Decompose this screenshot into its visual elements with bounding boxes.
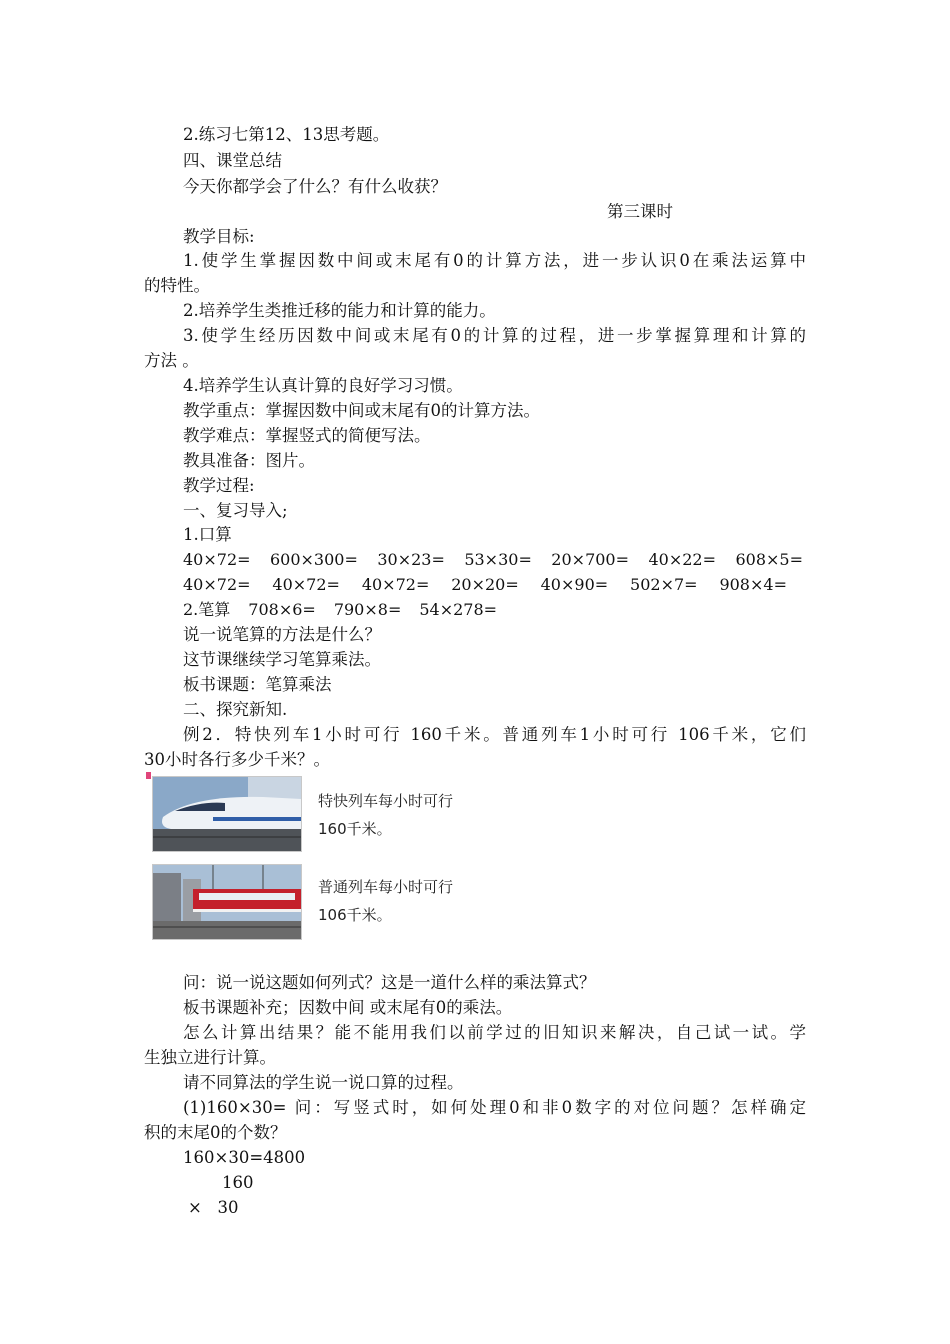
vertical-calc-multiplier: × 30 [188, 1198, 239, 1217]
text-line: 2.培养学生类推迁移的能力和计算的能力。 [183, 301, 496, 320]
text-line: 板书课题补充；因数中间 或末尾有0的乘法。 [183, 998, 513, 1017]
text-line: 2.练习七第12、13思考题。 [183, 125, 390, 144]
text-line: 积的末尾0的个数？ [144, 1123, 287, 1142]
text-line: 这节课继续学习笔算乘法。 [183, 650, 381, 669]
equation-line: 160×30=4800 [183, 1148, 306, 1167]
oral-item: 608×5= [735, 550, 803, 569]
oral-item: 40×72= [183, 575, 251, 594]
oral-calc-row-1 [183, 549, 803, 571]
written-item: 790×8= [333, 600, 402, 619]
oral-item: 40×72= [272, 575, 340, 594]
section-heading: 四、课堂总结 [183, 151, 282, 170]
oral-item: 40×72= [361, 575, 430, 594]
written-label: 2.笔算 [183, 600, 231, 619]
regular-train-photo [152, 864, 302, 940]
written-item: 54×278= [419, 600, 498, 619]
oral-item: 502×7= [630, 575, 698, 594]
vertical-calc-top: 160 [222, 1173, 254, 1192]
section-heading: 教学过程: [183, 476, 255, 495]
text-line: 1.口算 [183, 525, 232, 544]
figure-marker [146, 772, 151, 779]
text-line: 4.培养学生认真计算的良好学习习惯。 [183, 376, 463, 395]
oral-calc-row-2 [183, 574, 787, 596]
train-figure [146, 772, 506, 944]
caption-regular-line1: 普通列车每小时可行 [318, 878, 454, 896]
oral-item: 600×300= [269, 550, 358, 569]
text-line: 教具准备：图片。 [183, 451, 315, 470]
section-heading: 教学目标: [183, 227, 255, 246]
express-train-photo [152, 776, 302, 852]
text-line: 方法 。 [144, 351, 199, 370]
text-line: 请不同算法的学生说一说口算的过程。 [183, 1073, 464, 1092]
text-line: 说一说笔算的方法是什么？ [183, 625, 381, 644]
example-text: 例2．特快列车1小时可行 160千米。普通列车1小时可行 106千米，它们 [183, 725, 806, 744]
oral-item: 40×72= [183, 550, 251, 569]
text-line: (1)160×30= 问：写竖式时，如何处理0和非0数字的对位问题？怎样确定 [183, 1098, 806, 1117]
caption-express-line1: 特快列车每小时可行 [318, 792, 454, 810]
oral-item: 40×90= [540, 575, 609, 594]
text-line: 1.使学生掌握因数中间或末尾有0的计算方法，进一步认识0在乘法运算中 [183, 251, 806, 270]
written-item: 708×6= [248, 600, 316, 619]
text-line: 3.使学生经历因数中间或末尾有0的计算的过程，进一步掌握算理和计算的 [183, 326, 806, 345]
section-heading: 二、探究新知. [183, 700, 288, 719]
text-line: 问：说一说这题如何列式？这是一道什么样的乘法算式？ [183, 973, 596, 992]
text-line: 今天你都学会了什么？有什么收获？ [183, 177, 447, 196]
oral-item: 20×20= [451, 575, 519, 594]
text-line: 板书课题：笔算乘法 [183, 675, 332, 694]
lesson-title: 第三课时 [607, 202, 673, 221]
oral-item: 40×22= [648, 550, 716, 569]
example-text: 30小时各行多少千米？。 [144, 750, 330, 769]
oral-item: 53×30= [464, 550, 532, 569]
section-heading: 一、复习导入; [183, 501, 288, 520]
oral-item: 908×4= [719, 575, 787, 594]
text-line: 生独立进行计算。 [144, 1048, 276, 1067]
oral-item: 30×23= [377, 550, 445, 569]
text-line: 怎么计算出结果？能不能用我们以前学过的旧知识来解决，自己试一试。学 [183, 1023, 806, 1042]
text-line: 教学难点：掌握竖式的简便写法。 [183, 426, 431, 445]
written-calc-row [183, 599, 497, 621]
caption-regular-line2: 106千米。 [318, 906, 392, 924]
text-line: 教学重点：掌握因数中间或末尾有0的计算方法。 [183, 401, 540, 420]
oral-item: 20×700= [551, 550, 630, 569]
caption-express-line2: 160千米。 [318, 820, 392, 838]
text-line: 的特性。 [144, 276, 210, 295]
